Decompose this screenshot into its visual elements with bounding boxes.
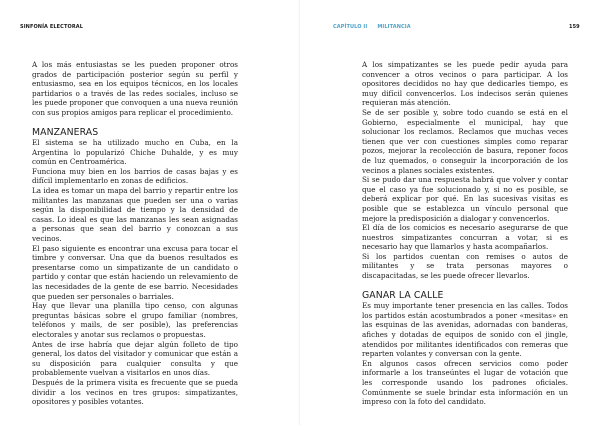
- left-text-column: [32, 60, 238, 407]
- left-intro-paragraph: A los más entusiastas se les pueden proponer otros grados de participación posterior según su perfil y entusiasmo, sea en los equipos técnicos, en los locales partidarios o a través de las redes sociales, incluso se les puede proponer que convoquen a una nueva reunión con sus propios amigos para replicar el procedimiento.: [32, 60, 238, 117]
- body-paragraph: La idea es tomar un mapa del barrio y repartir entre los militantes las manzanas que pueden ser una o varias según la disponibilidad de tiempo y la densidad de casas. Lo ideal es que las manzanas les sean asignadas a personas que sean del barrio y conozcan a sus vecinos.: [32, 186, 238, 243]
- body-paragraph: Se de ser posible y, sobre todo cuando se está en el Gobierno, especialmente el municipal, hay que solucionar los reclamos. Reclamos que muchas veces tienen que ver con cuestiones simples como reparar pozos, mejorar la recolección de basura, reponer focos de luz quemados, o conseguir la incorporación de los vecinos a planes sociales existentes.: [362, 107, 568, 175]
- section-heading-manzaneras: MANZANERAS: [32, 126, 99, 138]
- section-heading-ganar-la-calle: GANAR LA CALLE: [362, 289, 444, 301]
- body-paragraph: A los simpatizantes se les puede pedir ayuda para convencer a otros vecinos o para participar. A los opositores decididos no hay que dedicarles tiempo, es muy difícil convencerlos. Los indecisos serán quienes requieran más atención.: [362, 60, 568, 108]
- right-text-column: [362, 60, 568, 407]
- running-header-chapter: [333, 24, 411, 30]
- body-paragraph: Funciona muy bien en los barrios de casas bajas y es difícil implementarlo en zonas de edificios.: [32, 166, 238, 186]
- body-paragraph: El paso siguiente es encontrar una excusa para tocar el timbre y conversar. Una que da buenos resultados es presentarse como un simpatizante de un candidato o partido y contar que están haciendo un relevamiento de las necesidades de la gente de ese barrio. Necesidades que pueden ser personales o barriales.: [32, 243, 238, 301]
- section-label: MILITANCIA: [377, 24, 411, 30]
- running-header-book-title: SINFONÍA ELECTORAL: [20, 24, 84, 30]
- page-number: 159: [569, 24, 580, 30]
- body-paragraph: En algunos casos ofrecen servicios como poder informarle a los transeúntes el lugar de votación que les corresponde usando los padrones oficiales. Comúnmente se suele brindar esta información en un impreso con la foto del candidato.: [362, 358, 568, 407]
- body-paragraph: Si se pudo dar una respuesta habrá que volver y contar que el caso ya fue solucionado y, si no es posible, se deberá explicar por qué. En las sucesivas visitas es posible que se establezca un vínculo personal que mejore la predisposición a dialogar y convencerlos.: [362, 175, 568, 223]
- body-paragraph: Después de la primera visita es frecuente que se pueda dividir a los vecinos en tres grupos: simpatizantes, opositores y posibles votantes.: [32, 377, 238, 407]
- body-paragraph: Hay que llevar una planilla tipo censo, con algunas preguntas básicas sobre el grupo familiar (nombres, teléfonos y mails, de ser posible), las preferencias electorales y anotar sus reclamos o propuestas.: [32, 301, 238, 339]
- body-paragraph: Es muy importante tener presencia en las calles. Todos los partidos están acostumbrados a poner «mesitas» en las esquinas de las avenidas, adornadas con banderas, afiches y dotadas de equipos de sonido con el jingle, atendidos por militantes identificados con remeras que reparten volantes y conversan con la gente.: [362, 301, 568, 359]
- body-paragraph: El día de los comicios es necesario asegurarse de que nuestros simpatizantes concurran a votar, si es necesario hay que llamarlos y hasta acompañarlos.: [362, 223, 568, 252]
- body-paragraph: Si los partidos cuentan con remises o autos de militantes y se trata personas mayores o discapacitadas, se les puede ofrecer llevarlos.: [362, 251, 568, 281]
- body-paragraph: El sistema se ha utilizado mucho en Cuba, en la Argentina lo popularizó Chiche Duhalde, y es muy común en Centroamérica.: [32, 138, 238, 167]
- chapter-label: CAPÍTULO II: [333, 24, 368, 30]
- body-paragraph: Antes de irse habría que dejar algún folleto de tipo general, los datos del visitador y comunicar que están a su disposición para cualquier consulta y que probablemente vuelvan a visitarlos en unos días.: [32, 339, 238, 378]
